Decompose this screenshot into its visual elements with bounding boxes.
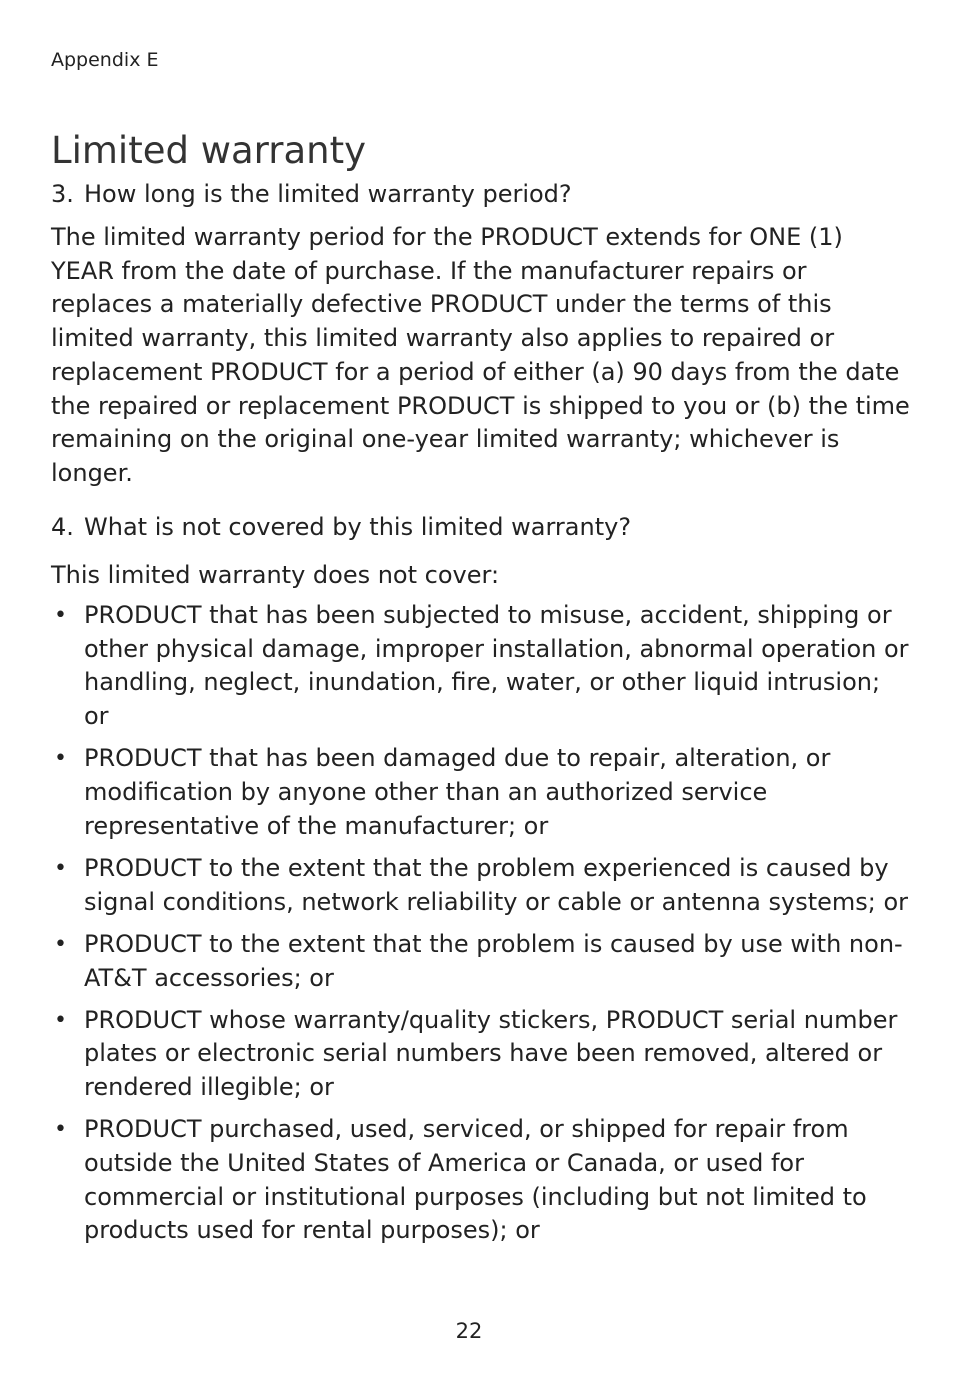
question-4-intro: This limited warranty does not cover: — [51, 561, 500, 589]
list-item-text: PRODUCT whose warranty/quality stickers, PRODUCT serial number plates or electronic serial numbers have been removed, altered or rendered illegible; or — [84, 1005, 898, 1102]
bullet-icon: • — [54, 603, 67, 628]
exclusions-list — [51, 599, 911, 1257]
list-item — [51, 742, 911, 843]
question-3-text: How long is the limited warranty period? — [84, 180, 572, 208]
bullet-icon: • — [54, 746, 67, 772]
question-4-number: 4. — [51, 513, 74, 541]
section-label: Appendix E — [51, 49, 159, 71]
question-4-text: What is not covered by this limited warranty? — [84, 513, 632, 541]
question-4-heading — [51, 512, 631, 542]
list-item-text: PRODUCT that has been subjected to misuse, accident, shipping or other physical damage, improper installation, abnormal operation or handling, neglect, inundation, fire, water, or other liquid intrusion; or — [84, 601, 909, 731]
list-item — [51, 1004, 911, 1105]
question-3-heading — [51, 179, 572, 209]
question-3-answer: The limited warranty period for the PRODUCT extends for ONE (1) YEAR from the date of purchase. If the manufacturer repairs or replaces a materially defective PRODUCT under the terms of this limited warranty, this limited warranty also applies to repaired or replacement PRODUCT for a period of either (a) 90 days from the date the repaired or replacement PRODUCT is shipped to you or (b) the time remaining on the original one-year limited warranty; whichever is longer. — [51, 223, 910, 487]
bullet-icon: • — [54, 1117, 67, 1143]
list-item-text: PRODUCT to the extent that the problem is caused by use with non-AT&T accessories; or — [84, 929, 903, 992]
page-title: Limited warranty — [51, 128, 366, 172]
page-number: 22 — [455, 1319, 483, 1343]
list-item-text: PRODUCT that has been damaged due to repair, alteration, or modification by anyone other than an authorized service representative of the manufacturer; or — [84, 744, 831, 840]
list-item-text: PRODUCT to the extent that the problem experienced is caused by signal conditions, network reliability or cable or antenna systems; or — [84, 853, 909, 916]
list-item — [51, 599, 911, 734]
bullet-icon: • — [54, 855, 67, 881]
list-item — [51, 1113, 911, 1248]
question-3-number: 3. — [51, 180, 74, 208]
list-item-text: PRODUCT purchased, used, serviced, or shipped for repair from outside the United States of America or Canada, or used for commercial or institutional purposes (including but not limited to products used for rental purposes); or — [84, 1115, 867, 1245]
bullet-icon: • — [54, 1007, 67, 1033]
list-item — [51, 928, 911, 995]
list-item — [51, 852, 911, 919]
bullet-icon: • — [54, 931, 67, 957]
